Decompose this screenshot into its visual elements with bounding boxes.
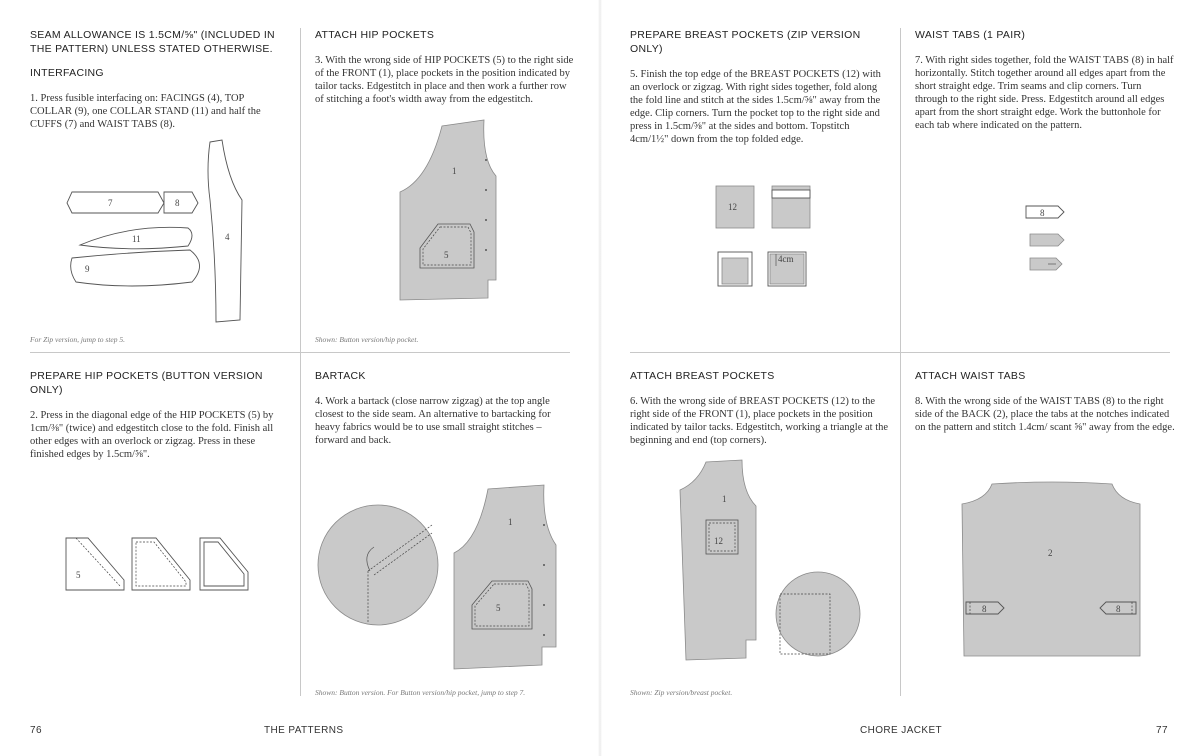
bartack-text: 4. Work a bartack (close narrow zigzag) at the top angle closest to the side seam. An alternative to bartacking for heavy fabrics would be to use small straight stitches – forward and back. bbox=[315, 396, 551, 446]
section-attach-waist-tabs bbox=[915, 369, 1175, 434]
column-rule bbox=[900, 28, 901, 696]
attach-hip-heading: ATTACH HIP POCKETS bbox=[315, 29, 435, 41]
prep-hip-diagram bbox=[62, 528, 262, 598]
bartack-diagram bbox=[312, 485, 572, 685]
attach-breast-text: 6. With the wrong side of BREAST POCKETS (12) to the right side of the FRONT (1), place pockets in the position indicated by tailor tacks. Edgestitch, working a triangle at the beginning and end (top corners). bbox=[630, 396, 889, 446]
hip-label-5: 5 bbox=[444, 250, 449, 260]
breast-label-12: 12 bbox=[728, 202, 737, 212]
bartack-caption: Shown: Button version. For Button version/hip pocket, jump to step 7. bbox=[315, 688, 526, 697]
attach-breast-heading: ATTACH BREAST POCKETS bbox=[630, 370, 775, 382]
waist-tab-label-left: 8 bbox=[982, 604, 987, 614]
hip-label-1: 1 bbox=[452, 166, 457, 176]
attach-hip-text: 3. With the wrong side of HIP POCKETS (5) to the right side of the FRONT (1), place pockets in the position indicated by tailor tacks. Edgestitch in place and then work a further row of stitching a foot's width away from the edgestitch. bbox=[315, 55, 574, 105]
column-rule bbox=[300, 28, 301, 696]
page-number-left: 76 bbox=[30, 725, 42, 736]
interfacing-diagram bbox=[60, 140, 260, 330]
attach-breast-diagram bbox=[680, 462, 860, 672]
row-rule bbox=[30, 352, 570, 353]
waist-tab-label-8: 8 bbox=[1040, 208, 1045, 218]
bartack-heading: BARTACK bbox=[315, 370, 366, 382]
attach-hip-caption: Shown: Button version/hip pocket. bbox=[315, 335, 419, 344]
waist-tabs-diagram bbox=[1020, 198, 1080, 273]
attach-breast-label-12: 12 bbox=[714, 536, 723, 546]
prep-hip-text: 2. Press in the diagonal edge of the HIP POCKETS (5) by 1cm/⅜" (twice) and edgestitch close to the fold. Finish all other edges with an overlock or zigzag. Press in these finished edges by 1.5cm/⅝". bbox=[30, 410, 274, 460]
waist-tabs-text: 7. With right sides together, fold the WAIST TABS (8) in half horizontally. Stitch together around all edges apart from the short straight edge. Trim seams and clip corners. Turn through to the right side. Press. Edgestitch around all edges apart from the short straight edge. Work the buttonhole for each tab where indicated on the pattern. bbox=[915, 55, 1174, 131]
diagram-label-7: 7 bbox=[108, 198, 113, 208]
section-waist-tabs bbox=[915, 28, 1175, 132]
diagram-label-8: 8 bbox=[175, 198, 180, 208]
diagram-label-4: 4 bbox=[225, 232, 230, 242]
section-prepare-breast-pockets bbox=[630, 28, 890, 146]
waist-tab-label-right: 8 bbox=[1116, 604, 1121, 614]
waist-tabs-heading: WAIST TABS (1 PAIR) bbox=[915, 29, 1026, 41]
section-seam-allowance bbox=[30, 28, 285, 131]
diagram-label-9: 9 bbox=[85, 264, 90, 274]
page-number-right: 77 bbox=[1156, 725, 1168, 736]
section-attach-hip-pockets bbox=[315, 28, 575, 106]
interfacing-text: 1. Press fusible interfacing on: FACINGS (4), TOP COLLAR (9), one COLLAR STAND (11) and half the CUFFS (7) and WAIST TABS (8). bbox=[30, 93, 261, 130]
running-head-left: THE PATTERNS bbox=[264, 725, 344, 736]
prep-hip-label-5: 5 bbox=[76, 570, 81, 580]
waist-back-label-2: 2 bbox=[1048, 548, 1053, 558]
attach-waist-diagram bbox=[962, 480, 1142, 670]
prep-breast-heading: PREPARE BREAST POCKETS (ZIP VERSION ONLY) bbox=[630, 29, 861, 55]
prep-breast-text: 5. Finish the top edge of the BREAST POCKETS (12) with an overlock or zigzag. With right sides together, fold along the fold line and stitch at the sides 1.5cm/⅝" away from the edge. Clip corners. Turn the pocket top to the right side and press in 1.5cm/⅝" at the sides and bottom. Topstitch 4cm/1½" down from the top folded edge. bbox=[630, 69, 881, 145]
running-head-right: CHORE JACKET bbox=[860, 725, 943, 736]
diagram-label-11: 11 bbox=[132, 234, 141, 244]
prep-breast-diagram bbox=[710, 178, 820, 293]
row-rule bbox=[630, 352, 1170, 353]
attach-waist-text: 8. With the wrong side of the WAIST TABS (8) to the right side of the BACK (2), place the tabs at the notches indicated on the pattern and stitch 1.4cm/ scant ⅝" away from the edge. bbox=[915, 396, 1175, 433]
attach-breast-label-1: 1 bbox=[722, 494, 727, 504]
page-gutter bbox=[598, 0, 602, 756]
attach-breast-caption: Shown: Zip version/breast pocket. bbox=[630, 688, 733, 697]
section-attach-breast-pockets bbox=[630, 369, 890, 447]
bartack-label-5: 5 bbox=[496, 603, 501, 613]
interfacing-heading: INTERFACING bbox=[30, 67, 104, 79]
attach-hip-diagram bbox=[400, 120, 510, 310]
attach-waist-heading: ATTACH WAIST TABS bbox=[915, 370, 1026, 382]
seam-heading: SEAM ALLOWANCE IS 1.5CM/⅝" (INCLUDED IN THE PATTERN) UNLESS STATED OTHERWISE. bbox=[30, 29, 275, 55]
section-bartack bbox=[315, 369, 575, 447]
breast-label-4cm: 4cm bbox=[778, 254, 794, 264]
bartack-label-1: 1 bbox=[508, 517, 513, 527]
seam-caption: For Zip version, jump to step 5. bbox=[30, 335, 125, 344]
prep-hip-heading: PREPARE HIP POCKETS (BUTTON VERSION ONLY) bbox=[30, 370, 263, 396]
section-prepare-hip-pockets bbox=[30, 369, 290, 461]
